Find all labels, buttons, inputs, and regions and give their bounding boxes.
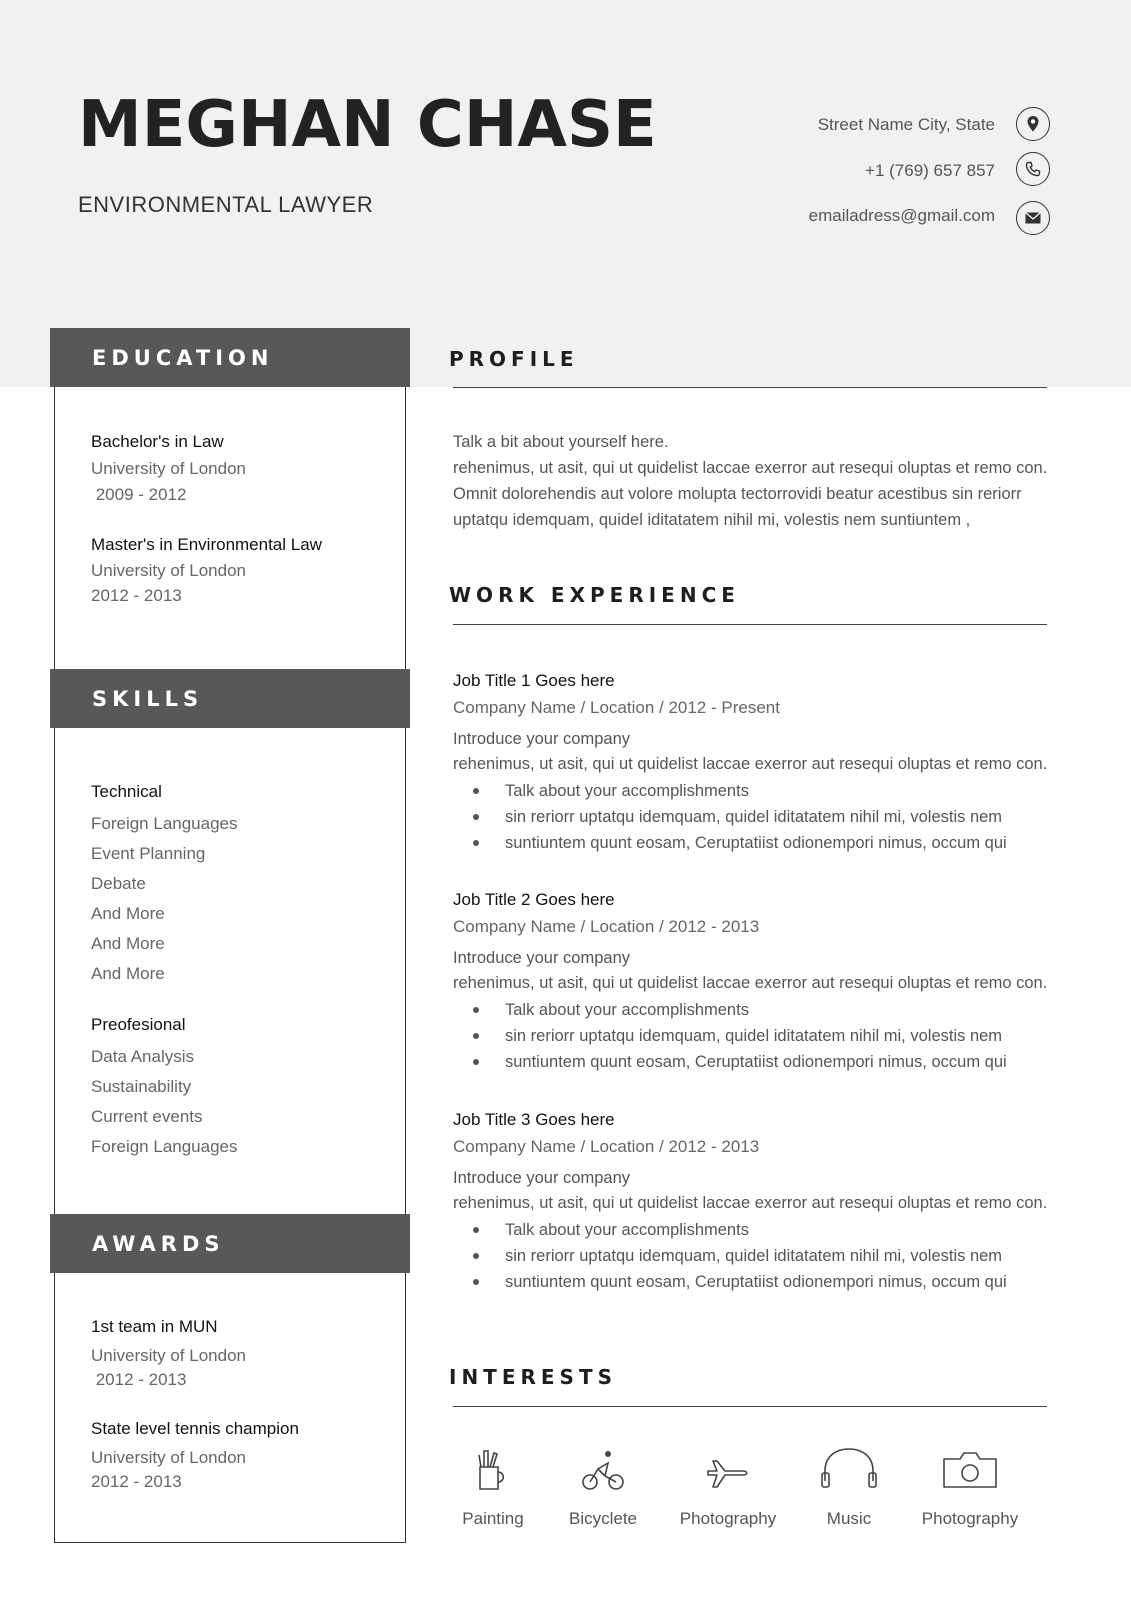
interest-label: Photography xyxy=(921,1509,1019,1528)
list-item: Talk about your accomplishments xyxy=(470,778,1007,804)
education-degree: Bachelor's in Law xyxy=(91,432,224,451)
interest-music xyxy=(784,1445,914,1529)
job-desc-line: rehenimus, ut asit, qui ut quidelist laccae exerror aut resequi oluptas et remo con. xyxy=(453,755,1048,773)
interests-divider xyxy=(453,1406,1047,1407)
list-item: sin reriorr uptatqu idemquam, quidel iditatatem nihil mi, volestis nem xyxy=(470,1023,1007,1049)
job-company: Company Name / Location / 2012 - 2013 xyxy=(453,1137,760,1156)
award-title: State level tennis champion xyxy=(91,1419,299,1438)
list-item: sin reriorr uptatqu idemquam, quidel iditatatem nihil mi, volestis nem xyxy=(470,804,1007,830)
profile-divider xyxy=(453,387,1047,388)
profile-line: uptatqu idemquam, quidel iditatatem nihil mi, volestis nem suntiuntem , xyxy=(453,511,971,529)
job-intro xyxy=(453,1166,1047,1216)
skill-item: Foreign Languages xyxy=(91,814,238,833)
skill-item: Data Analysis xyxy=(91,1047,194,1066)
education-heading: EDUCATION xyxy=(50,328,410,387)
list-item: sin reriorr uptatqu idemquam, quidel iditatatem nihil mi, volestis nem xyxy=(470,1243,1007,1269)
skill-item: Foreign Languages xyxy=(91,1137,238,1156)
interest-label: Painting xyxy=(462,1509,524,1528)
candidate-name: MEGHAN CHASE xyxy=(78,88,657,162)
profile-line: rehenimus, ut asit, qui ut quidelist laccae exerror aut resequi oluptas et remo con. xyxy=(453,459,1048,477)
bicycle-icon xyxy=(578,1445,628,1495)
skill-item: And More xyxy=(91,964,165,983)
list-item: suntiuntem quunt eosam, Ceruptatiist odionempori nimus, occum qui xyxy=(470,830,1007,856)
skill-item: Current events xyxy=(91,1107,203,1126)
skill-item: Event Planning xyxy=(91,844,206,863)
award-org: University of London xyxy=(91,1448,246,1467)
education-school: University of London xyxy=(91,561,246,580)
work-heading: WORK EXPERIENCE xyxy=(449,583,740,607)
interest-label: Bicyclete xyxy=(568,1509,638,1528)
location-pin-icon xyxy=(1016,107,1050,141)
job-intro-line: Introduce your company xyxy=(453,1169,631,1187)
candidate-role: ENVIRONMENTAL LAWYER xyxy=(78,192,374,217)
profile-heading: PROFILE xyxy=(449,347,579,371)
job-title: Job Title 1 Goes here xyxy=(453,671,615,690)
camera-icon xyxy=(942,1445,998,1495)
work-divider xyxy=(453,624,1047,625)
job-company: Company Name / Location / 2012 - 2013 xyxy=(453,917,760,936)
envelope-icon xyxy=(1016,201,1050,235)
job-title: Job Title 2 Goes here xyxy=(453,890,615,909)
interest-label: Music xyxy=(826,1509,872,1528)
profile-line: Omnit dolorehendis aut volore molupta tectorrovidi beatur acestibus sin reriorr xyxy=(453,485,1022,503)
job-intro-line: Introduce your company xyxy=(453,949,631,967)
job-desc-line: rehenimus, ut asit, qui ut quidelist laccae exerror aut resequi oluptas et remo con. xyxy=(453,1194,1048,1212)
education-years: 2012 - 2013 xyxy=(91,586,182,605)
education-years: 2009 - 2012 xyxy=(91,485,187,504)
job-title: Job Title 3 Goes here xyxy=(453,1110,615,1129)
job-company: Company Name / Location / 2012 - Present xyxy=(453,698,780,717)
interest-bicycle xyxy=(538,1445,668,1529)
contact-phone: +1 (769) 657 857 xyxy=(865,161,995,180)
interest-label: Photography xyxy=(679,1509,777,1528)
list-item: Talk about your accomplishments xyxy=(470,997,1007,1023)
education-degree: Master's in Environmental Law xyxy=(91,535,322,554)
phone-icon xyxy=(1016,152,1050,186)
interest-travel xyxy=(663,1445,793,1529)
headphones-icon xyxy=(819,1445,879,1495)
interests-heading: INTERESTS xyxy=(449,1365,617,1389)
contact-address: Street Name City, State xyxy=(817,115,995,134)
award-years: 2012 - 2013 xyxy=(91,1370,187,1389)
award-title: 1st team in MUN xyxy=(91,1317,218,1336)
interest-photography xyxy=(905,1445,1035,1529)
paint-brushes-icon xyxy=(468,1445,518,1495)
skill-item: Debate xyxy=(91,874,146,893)
award-years: 2012 - 2013 xyxy=(91,1472,182,1491)
contact-email: emailadress@gmail.com xyxy=(808,206,995,225)
job-bullets xyxy=(470,778,1007,856)
job-intro-line: Introduce your company xyxy=(453,730,631,748)
job-desc-line: rehenimus, ut asit, qui ut quidelist laccae exerror aut resequi oluptas et remo con. xyxy=(453,974,1048,992)
skills-group-title: Technical xyxy=(91,782,162,801)
education-school: University of London xyxy=(91,459,246,478)
skills-group-title: Preofesional xyxy=(91,1015,186,1034)
job-intro xyxy=(453,727,1047,777)
skill-item: And More xyxy=(91,904,165,923)
list-item: suntiuntem quunt eosam, Ceruptatiist odionempori nimus, occum qui xyxy=(470,1049,1007,1075)
job-bullets xyxy=(470,997,1007,1075)
award-org: University of London xyxy=(91,1346,246,1365)
list-item: suntiuntem quunt eosam, Ceruptatiist odionempori nimus, occum qui xyxy=(470,1269,1007,1295)
profile-text xyxy=(453,429,1053,533)
skill-item: And More xyxy=(91,934,165,953)
list-item: Talk about your accomplishments xyxy=(470,1217,1007,1243)
job-bullets xyxy=(470,1217,1007,1295)
skill-item: Sustainability xyxy=(91,1077,192,1096)
airplane-icon xyxy=(703,1445,753,1495)
skills-heading: SKILLS xyxy=(50,669,410,728)
awards-heading: AWARDS xyxy=(50,1214,410,1273)
profile-line: Talk a bit about yourself here. xyxy=(453,433,669,451)
job-intro xyxy=(453,946,1047,996)
